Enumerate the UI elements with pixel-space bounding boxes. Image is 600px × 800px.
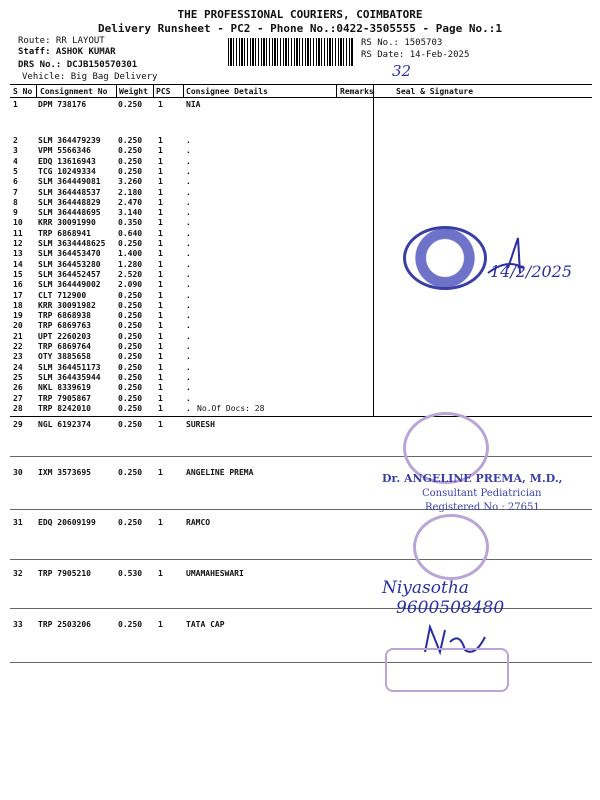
col-consignment: Consignment No <box>40 87 108 96</box>
row-pcs: 1 <box>158 468 163 477</box>
row-consignee: . <box>186 228 191 238</box>
row-pcs: 1 <box>158 420 163 429</box>
row-sno: 14 <box>13 259 23 269</box>
row-weight: 0.250 <box>118 156 143 166</box>
doctor-stamp-title: Consultant Pediatrician <box>422 488 542 499</box>
row-sno: 33 <box>13 620 23 629</box>
table-row <box>0 383 600 393</box>
row-weight: 0.250 <box>118 372 143 382</box>
row-consignee: . <box>186 383 191 393</box>
row-consignee: . <box>186 403 191 413</box>
table-row <box>0 100 600 110</box>
row-weight: 1.280 <box>118 259 143 269</box>
row-consignment: TRP 6868941 <box>38 228 91 238</box>
row-sno: 28 <box>13 403 23 413</box>
row-weight: 0.250 <box>118 100 143 109</box>
table-row <box>0 321 600 331</box>
row-pcs: 1 <box>158 280 163 290</box>
row-consignment: SLM 3634448625 <box>38 239 106 248</box>
row-consignment: EDQ 20609199 <box>38 518 96 527</box>
row-pcs: 1 <box>158 177 163 187</box>
row-consignee: . <box>186 290 191 300</box>
row-sno: 16 <box>13 280 23 290</box>
row-consignment: OTY 3885658 <box>38 352 91 362</box>
row-weight: 2.090 <box>118 280 143 290</box>
col-remarks: Remarks <box>340 87 374 96</box>
row-sno: 9 <box>13 208 18 218</box>
handwritten-count: 32 <box>392 62 412 80</box>
row-pcs: 1 <box>158 100 163 109</box>
row-sno: 10 <box>13 218 23 228</box>
row-consignment: EDQ 13616943 <box>38 156 96 166</box>
row-consignment: SLM 364451173 <box>38 362 101 372</box>
row-weight: 1.400 <box>118 249 143 259</box>
row-sno: 18 <box>13 300 23 310</box>
row-weight: 0.350 <box>118 218 143 228</box>
row-consignment: TRP 7905867 <box>38 393 91 403</box>
row-sno: 26 <box>13 383 23 393</box>
row-consignment: SLM 364453470 <box>38 249 101 259</box>
row-weight: 3.260 <box>118 177 143 187</box>
row-consignment: TRP 2503206 <box>38 620 91 629</box>
row-weight: 0.250 <box>118 300 143 310</box>
row-weight: 0.250 <box>118 468 143 477</box>
row-consignment: KRR 30091990 <box>38 218 96 228</box>
row-sno: 17 <box>13 290 23 300</box>
row-consignee: . <box>186 259 191 269</box>
row-pcs: 1 <box>158 403 163 413</box>
table-row <box>0 198 600 208</box>
row-pcs: 1 <box>158 362 163 372</box>
row-pcs: 1 <box>158 187 163 197</box>
row-sno: 27 <box>13 393 23 403</box>
row-consignment: IXM 3573695 <box>38 468 91 477</box>
row-consignee: . <box>186 311 191 321</box>
row-consignee: . <box>186 321 191 331</box>
row-pcs: 1 <box>158 352 163 362</box>
row-pcs: 1 <box>158 383 163 393</box>
row-consignment: TRP 6869763 <box>38 321 91 331</box>
row-pcs: 1 <box>158 569 163 578</box>
no-of-docs: No.Of Docs: 28 <box>197 404 265 413</box>
row-consignee: . <box>186 156 191 166</box>
row-pcs: 1 <box>158 321 163 331</box>
row-weight: 2.180 <box>118 187 143 197</box>
row-consignment: KRR 30091982 <box>38 300 96 310</box>
row-pcs: 1 <box>158 311 163 321</box>
row-consignment: SLM 364448829 <box>38 197 101 207</box>
row-sno: 12 <box>13 239 23 248</box>
table-row <box>0 363 600 373</box>
row-consignee: RAMCO <box>186 518 211 527</box>
row-weight: 0.640 <box>118 228 143 238</box>
doctor-stamp-reg: Registered No : 27651 <box>425 502 540 513</box>
row-sno: 20 <box>13 321 23 331</box>
row-consignment: NKL 8339619 <box>38 383 91 393</box>
row-consignee: . <box>186 197 191 207</box>
row-sno: 11 <box>13 228 23 238</box>
row-consignee: . <box>186 352 191 362</box>
courier-office-stamp <box>403 226 487 290</box>
route-label: Route: RR LAYOUT <box>18 36 105 46</box>
row-weight: 0.250 <box>118 311 143 321</box>
row-consignee: . <box>186 331 191 341</box>
row-weight: 0.530 <box>118 569 143 578</box>
row-weight: 0.250 <box>118 331 143 341</box>
row-sno: 2 <box>13 136 18 145</box>
row-sno: 19 <box>13 311 23 321</box>
row-sno: 6 <box>13 177 18 187</box>
row-pcs: 1 <box>158 239 163 248</box>
row-consignee: ANGELINE PREMA <box>186 468 254 477</box>
table-row <box>0 420 600 430</box>
row-sno: 29 <box>13 420 23 429</box>
table-row <box>0 620 600 630</box>
row-sno: 3 <box>13 146 18 156</box>
row-sno: 13 <box>13 249 23 259</box>
row-pcs: 1 <box>158 331 163 341</box>
row-consignee: . <box>186 249 191 259</box>
row-pcs: 1 <box>158 146 163 156</box>
row-pcs: 1 <box>158 166 163 176</box>
row-sno: 8 <box>13 197 18 207</box>
table-row <box>0 167 600 177</box>
row-consignment: SLM 364449002 <box>38 280 101 290</box>
row-pcs: 1 <box>158 156 163 166</box>
company-name: THE PROFESSIONAL COURIERS, COIMBATORE <box>177 8 423 21</box>
table-row <box>0 136 600 146</box>
table-row <box>0 518 600 528</box>
row-consignee: . <box>186 372 191 382</box>
staff-label: Staff: ASHOK KUMAR <box>18 47 116 57</box>
row-weight: 0.250 <box>118 383 143 393</box>
row-pcs: 1 <box>158 372 163 382</box>
row-consignment: SLM 364449081 <box>38 177 101 187</box>
row-weight: 2.470 <box>118 197 143 207</box>
row-weight: 0.250 <box>118 518 143 527</box>
row-pcs: 1 <box>158 259 163 269</box>
row-consignee: . <box>186 342 191 351</box>
row-weight: 0.250 <box>118 393 143 403</box>
row-consignee: . <box>186 136 191 145</box>
table-row <box>0 394 600 404</box>
row-weight: 0.250 <box>118 321 143 331</box>
row-sno: 23 <box>13 352 23 362</box>
row-consignment: SLM 364448537 <box>38 187 101 197</box>
row-pcs: 1 <box>158 518 163 527</box>
rs-date: RS Date: 14-Feb-2025 <box>361 50 470 60</box>
row-sno: 31 <box>13 518 23 527</box>
row-weight: 0.250 <box>118 146 143 156</box>
row-sno: 22 <box>13 342 23 351</box>
vehicle-label: Vehicle: Big Bag Delivery <box>22 72 158 82</box>
row-pcs: 1 <box>158 249 163 259</box>
row-sno: 4 <box>13 156 18 166</box>
barcode <box>228 38 353 66</box>
row-sno: 5 <box>13 166 18 176</box>
table-row <box>0 352 600 362</box>
row-consignment: NGL 6192374 <box>38 420 91 429</box>
row-consignee: . <box>186 280 191 290</box>
row-pcs: 1 <box>158 290 163 300</box>
row-consignee: NIA <box>186 100 201 109</box>
row-weight: 2.520 <box>118 269 143 279</box>
row-sno: 21 <box>13 331 23 341</box>
row-weight: 0.250 <box>118 403 143 413</box>
row-pcs: 1 <box>158 228 163 238</box>
table-row <box>0 569 600 579</box>
table-row <box>0 301 600 311</box>
row-pcs: 1 <box>158 620 163 629</box>
table-row <box>0 404 600 414</box>
row-weight: 0.250 <box>118 136 143 145</box>
table-row <box>0 188 600 198</box>
row-consignee: TATA CAP <box>186 620 225 629</box>
row-consignee: UMAMAHESWARI <box>186 569 244 578</box>
row-weight: 0.250 <box>118 362 143 372</box>
row-consignment: TRP 8242010 <box>38 403 91 413</box>
table-row <box>0 208 600 218</box>
row-pcs: 1 <box>158 197 163 207</box>
row-weight: 0.250 <box>118 420 143 429</box>
row-weight: 0.250 <box>118 290 143 300</box>
col-weight: Weight <box>119 87 148 96</box>
table-row <box>0 177 600 187</box>
receiver-name: Niyasotha <box>382 578 469 598</box>
row-consignee: . <box>186 393 191 403</box>
row-consignment: TRP 6869764 <box>38 342 91 351</box>
row-weight: 0.250 <box>118 166 143 176</box>
table-row <box>0 342 600 352</box>
row-sno: 15 <box>13 269 23 279</box>
table-row <box>0 157 600 167</box>
row-pcs: 1 <box>158 269 163 279</box>
row-pcs: 1 <box>158 136 163 145</box>
col-sno: S No <box>13 87 33 96</box>
table-row <box>0 373 600 383</box>
row-consignment: TRP 6868938 <box>38 311 91 321</box>
drs-number: DRS No.: DCJB150570301 <box>18 60 138 70</box>
row-consignee: . <box>186 208 191 218</box>
row-pcs: 1 <box>158 208 163 218</box>
row-weight: 0.250 <box>118 342 143 351</box>
table-row <box>0 311 600 321</box>
table-row <box>0 218 600 228</box>
row-sno: 1 <box>13 100 18 109</box>
row-consignee: . <box>186 177 191 187</box>
runsheet-subtitle: Delivery Runsheet - PC2 - Phone No.:0422-3505555 - Page No.:1 <box>98 22 502 35</box>
row-sno: 25 <box>13 372 23 382</box>
row-consignment: TRP 7905210 <box>38 569 91 578</box>
doctor-stamp-name: Dr. ANGELINE PREMA, M.D., <box>382 472 563 485</box>
row-consignment: VPM 5566346 <box>38 146 91 156</box>
row-consignment: SLM 364452457 <box>38 269 101 279</box>
row-weight: 0.250 <box>118 352 143 362</box>
row-sno: 24 <box>13 362 23 372</box>
row-weight: 3.140 <box>118 208 143 218</box>
row-pcs: 1 <box>158 393 163 403</box>
row-consignee: . <box>186 187 191 197</box>
row-consignee: . <box>186 166 191 176</box>
row-consignment: SLM 364435944 <box>38 372 101 382</box>
row-consignment: DPM 738176 <box>38 100 87 109</box>
faded-stamp <box>385 648 509 692</box>
row-consignee: . <box>186 362 191 372</box>
row-consignee: . <box>186 146 191 156</box>
hospital-stamp-2 <box>413 514 489 580</box>
row-consignee: . <box>186 239 191 248</box>
row-consignment: TCG 10249334 <box>38 166 96 176</box>
row-pcs: 1 <box>158 218 163 228</box>
col-pcs: PCS <box>156 87 171 96</box>
handwritten-date: 14/2/2025 <box>490 262 573 281</box>
row-sno: 7 <box>13 187 18 197</box>
row-consignee: . <box>186 300 191 310</box>
row-consignee: SURESH <box>186 420 215 429</box>
row-weight: 0.250 <box>118 239 143 248</box>
col-seal: Seal & Signature <box>396 87 474 96</box>
row-pcs: 1 <box>158 300 163 310</box>
row-weight: 0.250 <box>118 620 143 629</box>
row-pcs: 1 <box>158 342 163 351</box>
row-consignee: . <box>186 269 191 279</box>
row-consignment: SLM 364453280 <box>38 259 101 269</box>
row-consignment: CLT 712900 <box>38 290 87 300</box>
col-consignee: Consignee Details <box>186 87 268 96</box>
row-consignment: SLM 364479239 <box>38 136 101 145</box>
table-row <box>0 146 600 156</box>
table-row <box>0 332 600 342</box>
row-consignment: UPT 2260203 <box>38 331 91 341</box>
receiver-phone: 9600508480 <box>396 598 505 618</box>
row-sno: 32 <box>13 569 23 578</box>
row-sno: 30 <box>13 468 23 477</box>
row-consignment: SLM 364448695 <box>38 208 101 218</box>
row-consignee: . <box>186 218 191 228</box>
rs-number: RS No.: 1505703 <box>361 38 443 48</box>
